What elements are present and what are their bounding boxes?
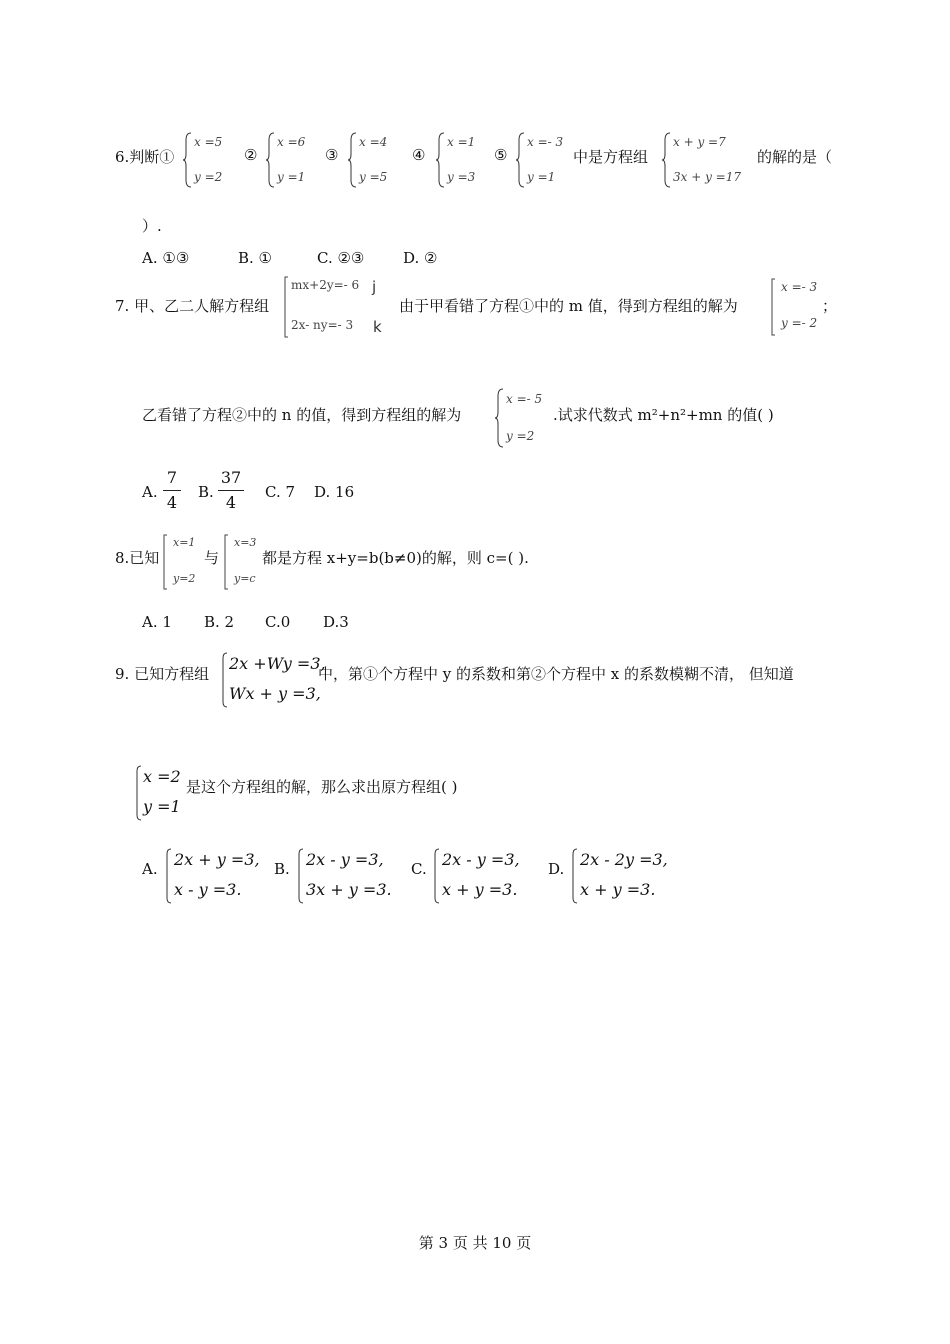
q7-solution-1 (770, 278, 825, 336)
q9-option-d-label: D. (548, 860, 565, 878)
q9-text-2: 是这个方程组的解，那么求出原方程组( ) (186, 778, 458, 796)
q7-option-b-fraction (218, 468, 244, 513)
q7-option-d: D. 16 (314, 483, 355, 501)
q6-marker-4: ④ (412, 146, 426, 164)
page-footer: 第 3 页 共 10 页 (418, 1234, 532, 1252)
q9-system-line-1: 2x +Wy =3, (229, 654, 326, 673)
q9-option-c-system (433, 848, 538, 904)
q7-option-b-label: B. (198, 483, 214, 501)
q6-system-4 (436, 132, 491, 188)
q6-option-b: B. ① (238, 249, 273, 267)
left-bracket-icon (165, 848, 172, 904)
q6-system-2-line-2: y =1 (277, 170, 306, 184)
q9-option-a-system (165, 848, 265, 904)
q6-main-system (662, 132, 757, 188)
q6-system-3-line-2: y =5 (359, 170, 388, 184)
q8-option-b: B. 2 (204, 613, 235, 631)
left-brace-icon (516, 132, 526, 188)
q6-system-5 (516, 132, 576, 188)
q9-option-c-label: C. (411, 860, 427, 878)
q6-system-2-line-1: x =6 (277, 135, 306, 149)
q7-text-3: .试求代数式 m²+n²+mn 的值( ) (553, 406, 774, 424)
q7-system-line-1: mx+2y=- 6 (291, 278, 360, 292)
q8-suffix: 都是方程 x+y=b(b≠0)的解，则 c=( ). (262, 549, 529, 567)
q6-system-1 (183, 132, 243, 188)
left-bracket-icon (433, 848, 440, 904)
q6-option-a: A. ①③ (142, 249, 190, 267)
q6-marker-2: ② (244, 146, 258, 164)
left-brace-icon (348, 132, 358, 188)
q9-option-a-line-2: x - y =3. (174, 880, 242, 899)
q7-mark-2: k (373, 318, 382, 336)
q8-option-a: A. 1 (142, 613, 172, 631)
q9-option-a-line-1: 2x + y =3, (174, 850, 260, 869)
q6-main-system-line-2: 3x + y =17 (673, 170, 742, 184)
q7-text-2: 乙看错了方程②中的 n 的值，得到方程组的解为 (142, 406, 462, 424)
q6-mid-text: 中是方程组 (573, 148, 649, 166)
q7-semicolon: ； (822, 297, 838, 315)
q9-option-c-line-1: 2x - y =3, (442, 850, 520, 869)
q6-marker-3: ③ (325, 146, 339, 164)
q8-option-d: D.3 (323, 613, 349, 631)
q9-solution-line-1: x =2 (143, 767, 181, 786)
fraction-numerator: 7 (166, 468, 178, 487)
q6-system-5-line-2: y =1 (527, 170, 556, 184)
q9-option-b-label: B. (274, 860, 290, 878)
fraction-denominator: 4 (166, 493, 178, 512)
fraction-bar (218, 490, 244, 491)
q7-system (283, 276, 383, 338)
q8-solution-1-line-2: y=2 (173, 572, 196, 585)
q6-prefix: 6.判断① (115, 148, 175, 166)
q6-close-paren: ）. (142, 217, 162, 235)
q6-option-d: D. ② (403, 249, 438, 267)
q9-option-d-line-2: x + y =3. (580, 880, 656, 899)
q7-solution-2-line-1: x =- 5 (506, 392, 543, 406)
q6-system-3-line-1: x =4 (359, 135, 388, 149)
q6-marker-5: ⑤ (494, 146, 508, 164)
left-bracket-icon (297, 848, 304, 904)
q7-text-1: 由于甲看错了方程①中的 m 值，得到方程组的解为 (399, 297, 738, 315)
q7-solution-2-line-2: y =2 (506, 429, 535, 443)
q7-solution-1-line-1: x =- 3 (781, 280, 818, 294)
q6-system-5-line-1: x =- 3 (527, 135, 564, 149)
left-bracket-icon (223, 534, 229, 590)
left-bracket-icon (162, 534, 168, 590)
q6-system-4-line-1: x =1 (447, 135, 476, 149)
q7-option-a-fraction (163, 468, 181, 513)
q8-prefix: 8.已知 (115, 549, 160, 567)
q6-system-1-line-1: x =5 (194, 135, 223, 149)
left-brace-icon (183, 132, 193, 188)
q8-solution-1-line-1: x=1 (173, 536, 196, 549)
q6-system-2 (266, 132, 321, 188)
q7-solution-2 (495, 388, 555, 448)
left-bracket-icon (221, 652, 228, 708)
q9-option-b-line-1: 2x - y =3, (306, 850, 384, 869)
fraction-numerator: 37 (220, 468, 242, 487)
left-brace-icon (662, 132, 672, 188)
q7-system-line-2: 2x- ny=- 3 (291, 318, 354, 332)
q9-prefix: 9. 已知方程组 (115, 665, 210, 683)
left-bracket-icon (135, 765, 142, 821)
q6-system-4-line-2: y =3 (447, 170, 476, 184)
q6-option-c: C. ②③ (317, 249, 365, 267)
left-bracket-icon (283, 276, 289, 338)
q9-option-a-label: A. (142, 860, 158, 878)
q8-solution-2 (223, 534, 263, 590)
q9-text-1: 中，第①个方程中 y 的系数和第②个方程中 x 的系数模糊不清， 但知道 (318, 665, 794, 683)
left-brace-icon (266, 132, 276, 188)
q6-suffix: 的解的是（ (757, 148, 833, 166)
q9-option-d-line-1: 2x - 2y =3, (580, 850, 668, 869)
q8-solution-2-line-2: y=c (234, 572, 256, 585)
q7-mark-1: j (372, 278, 377, 296)
q7-prefix: 7. 甲、乙二人解方程组 (115, 297, 270, 315)
q6-system-1-line-2: y =2 (194, 170, 223, 184)
left-brace-icon (436, 132, 446, 188)
fraction-denominator: 4 (225, 493, 237, 512)
q6-main-system-line-1: x + y =7 (673, 135, 726, 149)
q9-system-line-2: Wx + y =3, (229, 684, 321, 703)
left-bracket-icon (571, 848, 578, 904)
q6-system-3 (348, 132, 408, 188)
q7-solution-1-line-2: y =- 2 (781, 316, 818, 330)
q9-system (221, 652, 326, 708)
q7-option-a-label: A. (142, 483, 158, 501)
q8-solution-1 (162, 534, 202, 590)
left-brace-icon (495, 388, 505, 448)
fraction-bar (163, 490, 181, 491)
q8-option-c: C.0 (265, 613, 291, 631)
q9-option-c-line-2: x + y =3. (442, 880, 518, 899)
q9-option-d-system (571, 848, 686, 904)
q9-option-b-line-2: 3x + y =3. (306, 880, 392, 899)
q9-solution (135, 765, 190, 821)
q9-option-b-system (297, 848, 402, 904)
q9-solution-line-2: y =1 (143, 797, 181, 816)
q8-solution-2-line-1: x=3 (234, 536, 257, 549)
left-bracket-icon (770, 278, 776, 336)
q7-option-c: C. 7 (265, 483, 296, 501)
q8-mid-text: 与 (204, 549, 220, 567)
